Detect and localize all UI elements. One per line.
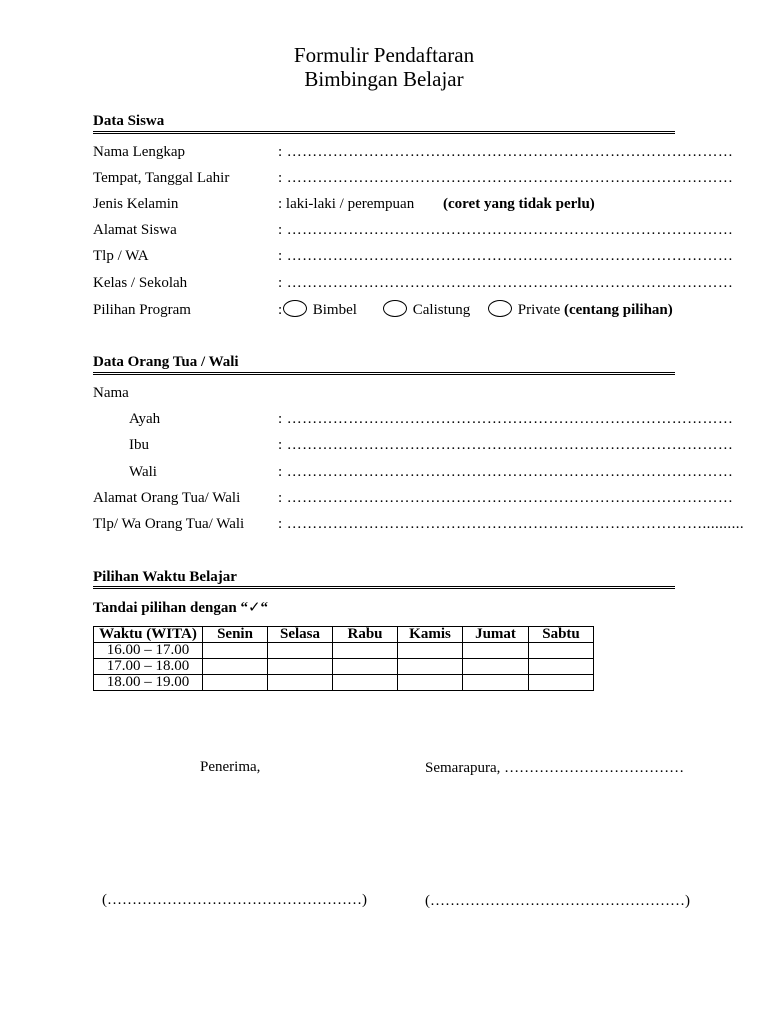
column-header: Kamis: [398, 627, 463, 643]
schedule-cell[interactable]: [463, 643, 529, 659]
field-label: Pilihan Program: [93, 302, 191, 318]
section-heading-schedule: Pilihan Waktu Belajar: [93, 569, 237, 585]
program-option-label: Bimbel: [312, 302, 357, 318]
field-label: Tempat, Tanggal Lahir: [93, 170, 230, 186]
schedule-cell[interactable]: [268, 643, 333, 659]
field-label: Nama Lengkap: [93, 144, 186, 160]
table-row: [94, 659, 594, 675]
gender-note: (coret yang tidak perlu): [443, 196, 595, 212]
radio-circle-icon[interactable]: [383, 300, 407, 317]
table-row: [94, 675, 594, 691]
field-label: Alamat Orang Tua/ Wali: [93, 490, 241, 506]
column-header: Sabtu: [529, 627, 594, 643]
field-row-jenis-kelamin: [93, 194, 675, 214]
field-label: Nama: [93, 385, 129, 401]
section-heading-parent: Data Orang Tua / Wali: [93, 354, 239, 370]
table-row: [94, 643, 594, 659]
check-mark-icon: ✓: [247, 598, 261, 616]
field-row-nama: [93, 383, 675, 403]
field-label: Jenis Kelamin: [93, 196, 179, 212]
program-colon: :: [278, 302, 283, 318]
time-slot-label: 17.00 – 18.00: [94, 659, 203, 675]
radio-circle-icon[interactable]: [283, 300, 307, 317]
schedule-cell[interactable]: [463, 675, 529, 691]
section-rule-student: [93, 131, 675, 134]
field-row-wali: [93, 462, 734, 482]
column-header: Selasa: [268, 627, 333, 643]
receiver-label: Penerima,: [200, 759, 261, 775]
field-row-kelas-sekolah: [93, 273, 734, 293]
field-row-nama-lengkap: [93, 142, 734, 162]
schedule-cell[interactable]: [463, 659, 529, 675]
form-title-line-2: Bimbingan Belajar: [304, 67, 464, 91]
schedule-cell[interactable]: [268, 659, 333, 675]
schedule-header-row: [94, 627, 594, 643]
field-row-tlp-orang-tua: [93, 514, 745, 534]
applicant-signature-blank[interactable]: (……………………………………………): [425, 893, 690, 909]
form-title-line-1: Formulir Pendaftaran: [293, 43, 475, 67]
program-note: (centang pilihan): [564, 302, 673, 318]
radio-circle-icon[interactable]: [488, 300, 512, 317]
program-option-private[interactable]: [488, 300, 560, 320]
column-header: Waktu (WITA): [94, 627, 203, 643]
schedule-cell[interactable]: [333, 659, 398, 675]
program-option-bimbel[interactable]: [283, 300, 357, 320]
schedule-cell[interactable]: [529, 675, 594, 691]
schedule-table: [93, 626, 594, 691]
field-value-blank[interactable]: : ……………………………………………………………………………: [278, 464, 734, 480]
field-value-blank[interactable]: : ……………………………………………………………………………: [278, 248, 734, 264]
program-option-calistung[interactable]: [383, 300, 470, 320]
field-row-ayah: [93, 409, 734, 429]
field-value-blank[interactable]: : ……………………………………………………………………………: [278, 144, 734, 160]
schedule-cell[interactable]: [333, 675, 398, 691]
field-value-blank[interactable]: : ……………………………………………………………………………: [278, 170, 734, 186]
field-label: Kelas / Sekolah: [93, 275, 188, 291]
schedule-cell[interactable]: [333, 643, 398, 659]
schedule-cell[interactable]: [529, 659, 594, 675]
time-slot-label: 16.00 – 17.00: [94, 643, 203, 659]
program-option-label: Calistung: [412, 302, 471, 318]
field-label: Ibu: [129, 437, 149, 453]
receiver-signature-blank[interactable]: (……………………………………………): [102, 892, 367, 908]
program-option-label: Private: [517, 302, 561, 318]
field-row-tlp-wa: [93, 246, 734, 266]
field-value-blank[interactable]: : ……………………………………………………………………………: [278, 275, 734, 291]
place-date-line[interactable]: Semarapura, ………………………………: [425, 760, 685, 776]
schedule-cell[interactable]: [398, 643, 463, 659]
gender-options[interactable]: : laki-laki / perempuan: [278, 196, 415, 212]
schedule-cell[interactable]: [203, 659, 268, 675]
time-slot-label: 18.00 – 19.00: [94, 675, 203, 691]
instruction-close-quote: “: [260, 600, 269, 616]
field-row-alamat-orang-tua: [93, 488, 734, 508]
schedule-cell[interactable]: [203, 643, 268, 659]
field-row-ibu: [93, 435, 734, 455]
field-row-pilihan-program: [93, 300, 675, 320]
schedule-instruction: [93, 598, 268, 617]
section-rule-schedule: [93, 586, 675, 589]
field-row-tempat-tanggal-lahir: [93, 168, 734, 188]
field-value-blank[interactable]: : ………………………………………………………………………..........: [278, 516, 745, 532]
section-rule-parent: [93, 372, 675, 375]
column-header: Jumat: [463, 627, 529, 643]
schedule-cell[interactable]: [529, 643, 594, 659]
field-value-blank[interactable]: : ……………………………………………………………………………: [278, 437, 734, 453]
schedule-cell[interactable]: [203, 675, 268, 691]
schedule-cell[interactable]: [398, 675, 463, 691]
field-label: Alamat Siswa: [93, 222, 177, 238]
schedule-cell[interactable]: [398, 659, 463, 675]
field-label: Wali: [129, 464, 157, 480]
field-label: Tlp/ Wa Orang Tua/ Wali: [93, 516, 245, 532]
column-header: Rabu: [333, 627, 398, 643]
section-heading-student: Data Siswa: [93, 113, 165, 129]
field-value-blank[interactable]: : ……………………………………………………………………………: [278, 411, 734, 427]
instruction-text: Tandai pilihan dengan “: [93, 600, 248, 616]
field-label: Tlp / WA: [93, 248, 149, 264]
field-value-blank[interactable]: : ……………………………………………………………………………: [278, 490, 734, 506]
field-label: Ayah: [129, 411, 161, 427]
field-value-blank[interactable]: : ……………………………………………………………………………: [278, 222, 734, 238]
field-row-alamat-siswa: [93, 220, 734, 240]
schedule-cell[interactable]: [268, 675, 333, 691]
column-header: Senin: [203, 627, 268, 643]
